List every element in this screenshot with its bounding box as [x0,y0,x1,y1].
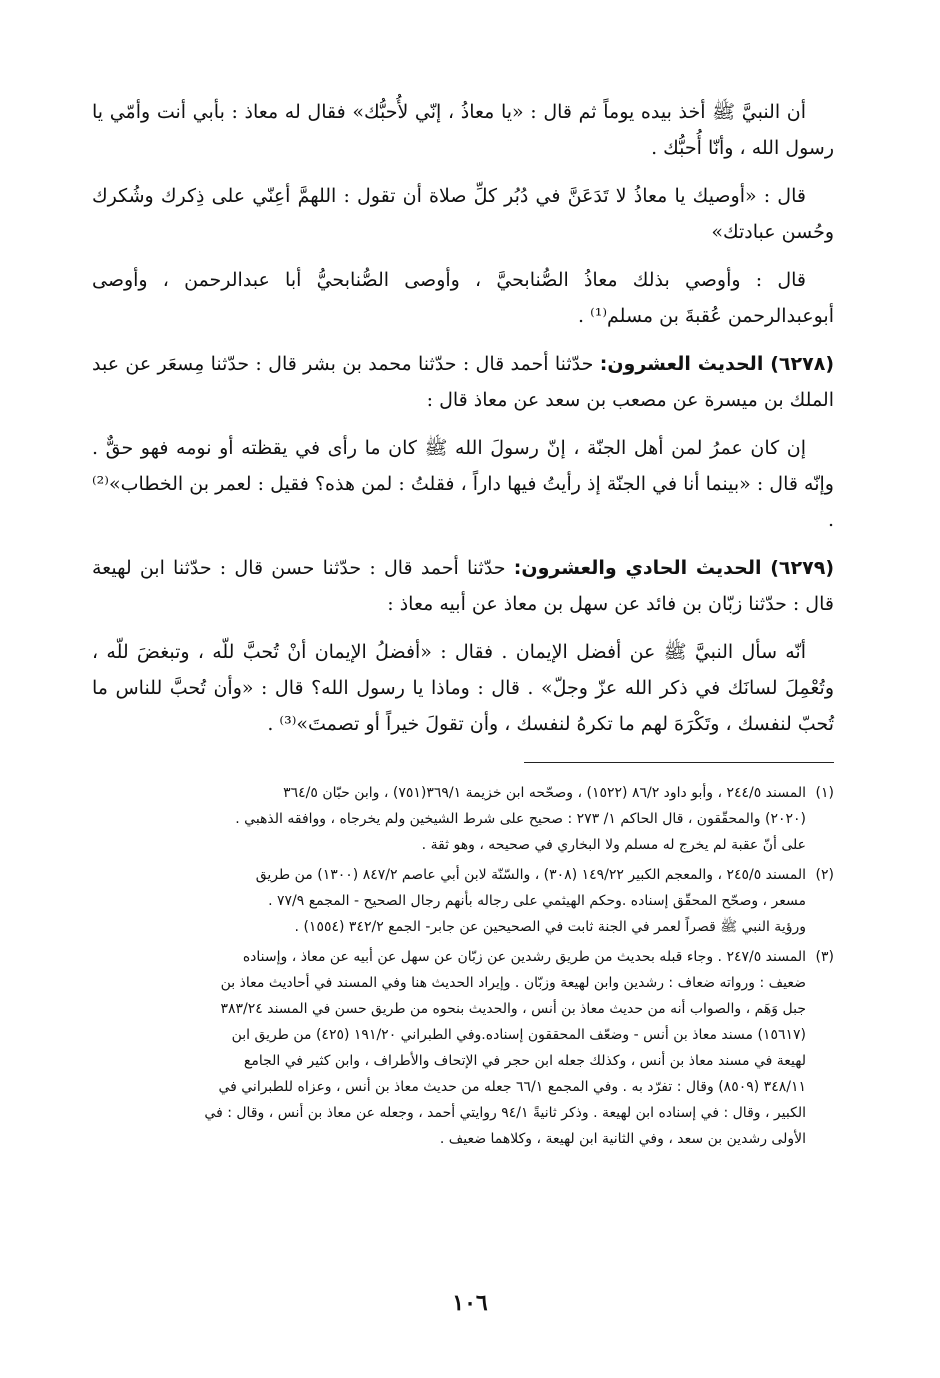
footnote-line: ورؤية النبي ﷺ قصراً لعمر في الجنة ثابت في الصحيحين عن جابر- الجمع ٣٤٢/٢ (١٥٥٤) . [294,919,806,935]
footnote-line: المسند ٢٤٥/٥ ، والمعجم الكبير ١٤٩/٢٢ (٣٠٨) ، والسّنّة لابن أبي عاصم ٨٤٧/٢ (١٣٠٠) من طريق [255,867,806,883]
paragraph-text: قال : وأوصي بذلك معاذُ الصُّنابحيَّ ، وأوصى الصُّنابحيُّ أبا عبدالرحمن ، وأوصى أبوعبدالرحمن عُقبةَ بن مسلم⁽¹⁾ . [92,269,834,327]
footnote-line: جبل وَهَم ، والصواب أنه من حديث معاذ بن أنس ، والحديث بنحوه من طريق حسن في المسند ٣٨٣/٢٤ [220,1001,806,1017]
paragraph-7 [92,634,834,742]
footnote-separator [524,762,834,763]
hadith-heading: (٦٢٧٩) الحديث الحادي والعشرون: [513,557,834,579]
paragraph-text: قال : «أوصيك يا معاذُ لا تَدَعَنَّ في دُبُر كلِّ صلاة أن تقول : اللهمَّ أعِنّي على ذِكرك وشُكرك وحُسن عبادتك» [92,185,834,243]
footnote-line: الأولى رشدين بن سعد ، وفي الثانية ابن لهيعة ، وكلاهما ضعيف . [439,1131,806,1147]
footnote-number: (٣) [815,949,834,965]
footnote-line: المسند ٢٤٧/٥ . وجاء قبله بحديث من طريق رشدين عن زبّان عن سهل عن أبيه عن معاذ ، وإسناده [242,949,806,965]
footnote-line: ضعيف : ورواته ضعاف : رشدين وابن لهيعة وزبّان . وإيراد الحديث هنا وفي المسند في أحاديث معاذ بن [220,975,806,991]
paragraph-text: حدّثنا أحمد قال : حدّثنا حسن قال : حدّثنا ابن لهيعة قال : حدّثنا زبّان بن فائد عن سهل بن معاذ عن أبيه معاذ : [92,557,834,615]
footnote-1 [92,780,834,858]
footnote-line: الكبير ، وقال : في إسناده ابن لهيعة . وذكر ثانيةً ٩٤/١ روايتي أحمد ، وجعله عن معاذ بن أنس ، وقال : في [204,1105,806,1121]
paragraph-6 [92,550,834,622]
footnote-line: المسند ٢٤٤/٥ ، وأبو داود ٨٦/٢ (١٥٢٢) ، وصحّحه ابن خزيمة ٣٦٩/١(٧٥١) ، وابن حبّان ٣٦٤/٥ [283,785,806,801]
footnote-line: على أنّ عقبة لم يخرج له مسلم ولا البخاري في صحيحه ، وهو ثقة . [421,837,806,853]
paragraph-text: حدّثنا أحمد قال : حدّثنا محمد بن بشر قال : حدّثنا مِسعَر عن عبد الملك بن ميسرة عن مصعب بن سعد عن معاذ قال : [92,353,834,411]
paragraph-text: أن النبيَّ ﷺ أخذ بيده يوماً ثم قال : «يا معاذُ ، إنّي لأُحبُّك» فقال له معاذ : بأبي أنت وأمّي يا رسول الله ، وأنّا أُحبُّك . [92,101,834,159]
paragraph-3 [92,262,834,334]
footnotes [92,780,834,1156]
footnote-line: مسعر ، وصحّح المحقّق إسناده .وحكم الهيثمي على رجاله بأنهم رجال الصحيح - المجمع ٧٧/٩ . [268,893,806,909]
footnote-3 [92,944,834,1152]
paragraph-1 [92,94,834,166]
footnote-line: ٣٤٨/١١ (٨٥٠٩) وقال : تفرّد به . وفي المجمع ٦٦/١ جعله من حديث معاذ بن أنس ، وعزاه للطبراني في [218,1079,806,1095]
footnote-line: (٢٠٢٠) والمحقّقون ، قال الحاكم ١/ ٢٧٣ : صحيح على شرط الشيخين ولم يخرجاه ، ووافقه الذهبي . [235,811,806,827]
paragraph-4 [92,346,834,418]
main-text [92,94,834,754]
page-number: ١٠٦ [452,1290,488,1316]
paragraph-text: إن كان عمرُ لمن أهل الجنّة ، إنّ رسولَ الله ﷺ كان ما رأى في يقظته أو نومه فهو حقٌّ . وإنّه قال : «بينما أنا في الجنّة إذ رأيتُ فيها داراً ، فقلتُ : لمن هذه؟ فقيل : لعمر بن الخطاب»⁽²⁾ . [92,437,834,531]
footnote-2 [92,862,834,940]
footnote-line: (١٥٦١٧) مسند معاذ بن أنس - وضعّف المحققون إسناده.وفي الطبراني ١٩١/٢٠ (٤٢٥) من طريق ابن [231,1027,806,1043]
paragraph-2 [92,178,834,250]
footnote-line: لهيعة في مسند معاذ بن أنس ، وكذلك جعله ابن حجر في الإتحاف والأطراف ، وابن كثير في الجامع [243,1053,806,1069]
paragraph-text: أنّه سأل النبيَّ ﷺ عن أفضل الإيمان . فقال : «أفضلُ الإيمان أنْ تُحبَّ للّه ، وتبغضَ للّه ، وتُعْمِلَ لسانَك في ذكر الله عزّ وجلّ» . قال : وماذا يا رسول الله؟ قال : «وأن تُحبَّ للناس ما تُحبّ لنفسك ، وتَكْرَهَ لهم ما تكرهُ لنفسك ، وأن تقولَ خيراً أو تصمتَ»⁽³⁾ . [92,641,834,735]
paragraph-5 [92,430,834,538]
hadith-heading: (٦٢٧٨) الحديث العشرون: [599,353,834,375]
footnote-number: (١) [815,785,834,801]
footnote-number: (٢) [815,867,834,883]
